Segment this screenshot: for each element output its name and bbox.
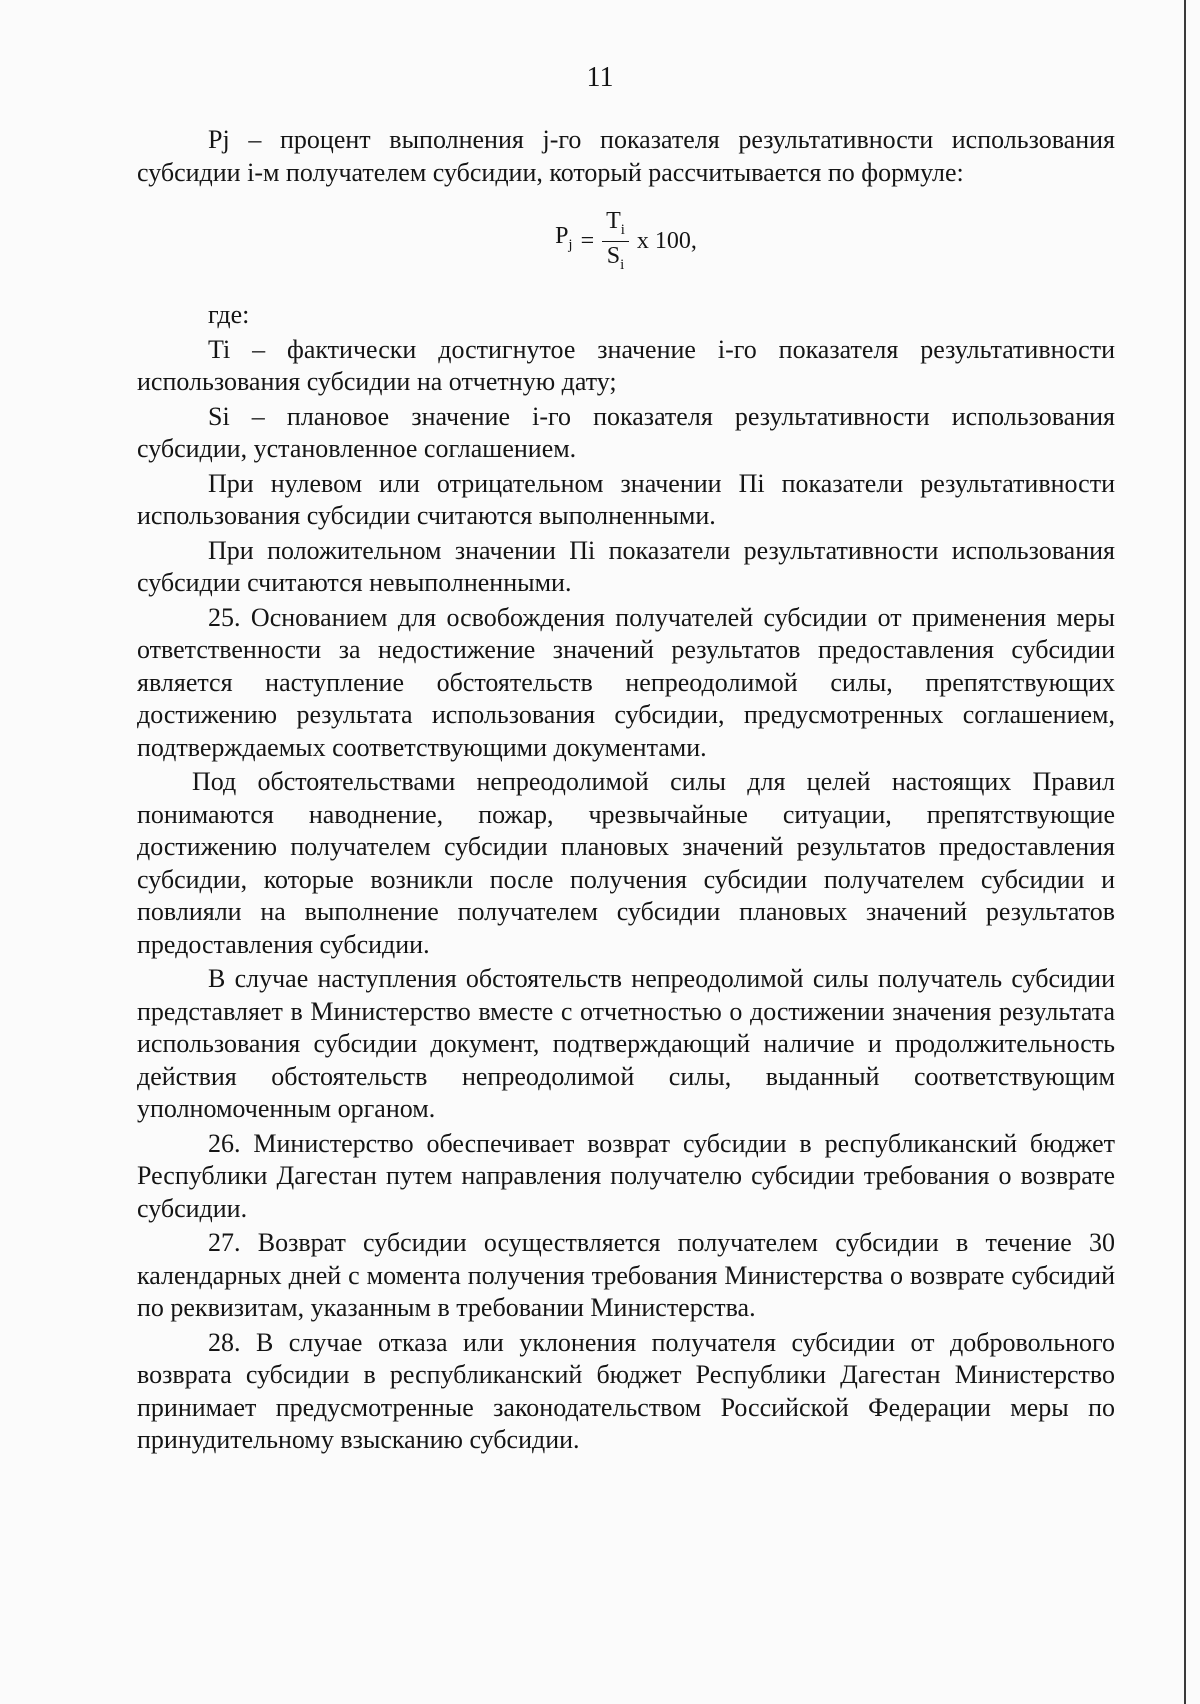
document-body	[137, 124, 1115, 1457]
formula-fraction	[602, 209, 629, 273]
paragraph-ti-definition: Ti – фактически достигнутое значение i-го показателя результативности использования субсидии на отчетную дату;	[137, 334, 1115, 396]
paragraph-item-27: 27. Возврат субсидии осуществляется получателем субсидии в течение 30 календарных дней с момента получения требования Министерства о возврате субсидий по реквизитам, указанным в требовании Министерства.	[137, 1228, 1115, 1322]
page-number: 11	[586, 62, 614, 93]
formula-pj	[137, 193, 1115, 289]
formula-numerator: $T_i$	[602, 209, 629, 241]
paragraph-item-26: 26. Министерство обеспечивает возврат субсидии в республиканский бюджет Республики Дагестан путем направления получателю субсидии требования о возврате субсидии.	[137, 1128, 1115, 1223]
paragraph-pj-definition: Pj – процент выполнения j-го показателя результативности использования субсидии i-м получателем субсидии, который рассчитывается по формуле:	[137, 125, 1115, 187]
paragraph-positive-value: При положительном значении Пi показатели результативности использования субсидии считаются невыполненными.	[137, 535, 1115, 597]
scan-edge-line	[1184, 0, 1186, 1704]
paragraph-zero-value: При нулевом или отрицательном значении Пi показатели результативности использования субсидии считаются выполненными.	[137, 468, 1115, 530]
formula-equals: =	[580, 227, 595, 254]
paragraph-item-28: 28. В случае отказа или уклонения получателя субсидии от добровольного возврата субсидии в республиканский бюджет Республики Дагестан Министерство принимает предусмотренные законодательством Российской Федерации меры по принудительному взысканию субсидии.	[137, 1327, 1115, 1454]
paragraph-where: где:	[208, 300, 250, 329]
formula-denominator: $S_i$	[606, 242, 625, 273]
formula-tail: ,	[690, 227, 697, 254]
formula-lhs: $P_j$	[555, 223, 573, 254]
paragraph-si-definition: Si – плановое значение i-го показателя результативности использования субсидии, установленное соглашением.	[137, 401, 1115, 463]
paragraph-force-majeure: Под обстоятельствами непреодолимой силы для целей настоящих Правил понимаются наводнение, пожар, чрезвычайные ситуации, препятствующие достижению получателем субсидии плановых значений результатов предоставления субсидии, которые возникли после получения субсидии получателем субсидии и повлияли на выполнение получателем субсидии плановых значений результатов предоставления субсидии.	[137, 767, 1115, 959]
formula-multiplier: х 100	[636, 227, 691, 254]
paragraph-force-majeure-docs: В случае наступления обстоятельств непреодолимой силы получатель субсидии представляет в Министерство вместе с отчетностью о достижении значения результата использования субсидии документ, подтверждающий наличие и продолжительность действия обстоятельств непреодолимой силы, выданный соответствующим уполномоченным органом.	[137, 964, 1115, 1123]
paragraph-item-25: 25. Основанием для освобождения получателей субсидии от применения меры ответственности за недостижение значений результатов предоставления субсидии является наступление обстоятельств непреодолимой силы, препятствующих достижению результата использования субсидии, предусмотренных соглашением, подтверждаемых соответствующими документами.	[137, 602, 1115, 762]
